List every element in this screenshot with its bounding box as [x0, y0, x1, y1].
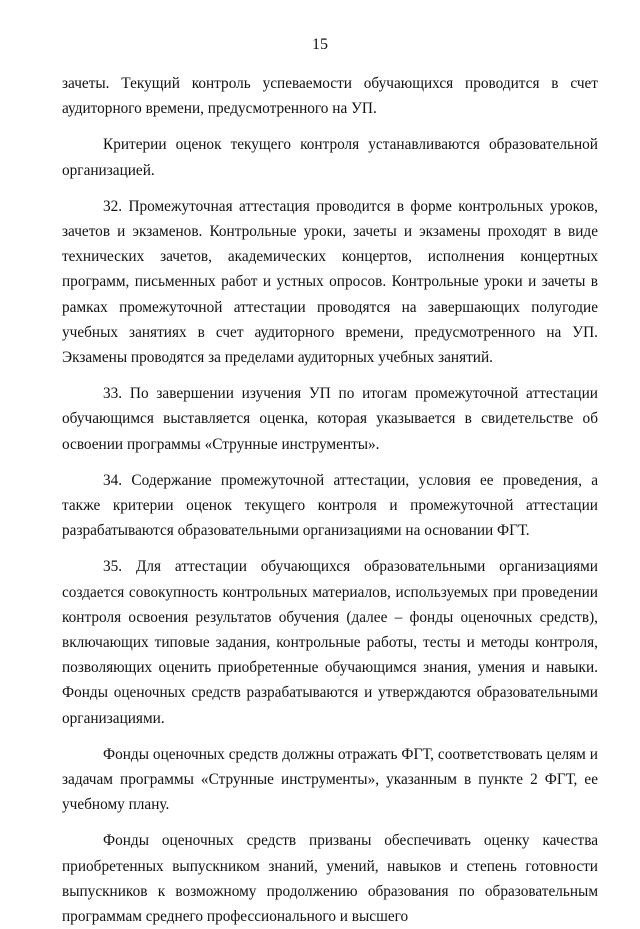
paragraph-34-content: 34. Содержание промежуточной аттестации, условия ее проведения, а также критерии оценок текущего контроля и промежуточной аттестации разрабатываются образовательными организациями на основании ФГТ.	[62, 471, 598, 540]
paragraph-continuation: зачеты. Текущий контроль успеваемости обучающихся проводится в счет аудиторного времени, предусмотренного на УП.	[62, 75, 598, 118]
document-body	[62, 71, 598, 929]
paragraph-35-assessment-funds: 35. Для аттестации обучающихся образовательными организациями создается совокупность контрольных материалов, используемых при проведении контроля освоения результатов обучения (далее – фонды оценочных средств), включающих типовые задания, контрольные работы, тесты и методы контроля, позволяющих оценить приобретенные обучающимся знания, умения и навыки. Фонды оценочных средств разрабатываются и утверждаются образовательными организациями.	[62, 558, 598, 727]
paragraph-funds-purpose: Фонды оценочных средств призваны обеспечивать оценку качества приобретенных выпускником знаний, умений, навыков и степень готовности выпускников к возможному продолжению образования по образовательным программам среднего профессионального и высшего	[62, 832, 598, 926]
paragraph-33-grade: 33. По завершении изучения УП по итогам промежуточной аттестации обучающимся выставляется оценка, которая указывается в свидетельстве об освоении программы «Струнные инструменты».	[62, 385, 598, 453]
page-number: 15	[312, 36, 328, 53]
paragraph-assessment-criteria: Критерии оценок текущего контроля устанавливаются образовательной организацией.	[62, 136, 598, 179]
paragraph-32-intermediate-certification: 32. Промежуточная аттестация проводится в форме контрольных уроков, зачетов и экзаменов. Контрольные уроки, зачеты и экзамены проходят в виде технических зачетов, академических концертов, исполнения концертных программ, письменных работ и устных опросов. Контрольные уроки и зачеты в рамках промежуточной аттестации проводятся на завершающих полугодие учебных занятиях в счет аудиторного времени, предусмотренного на УП. Экзамены проводятся за пределами аудиторных учебных занятий.	[62, 197, 598, 367]
paragraph-funds-requirements: Фонды оценочных средств должны отражать ФГТ, соответствовать целям и задачам программы «Струнные инструменты», указанным в пункте 2 ФГТ, ее учебному плану.	[62, 745, 598, 814]
